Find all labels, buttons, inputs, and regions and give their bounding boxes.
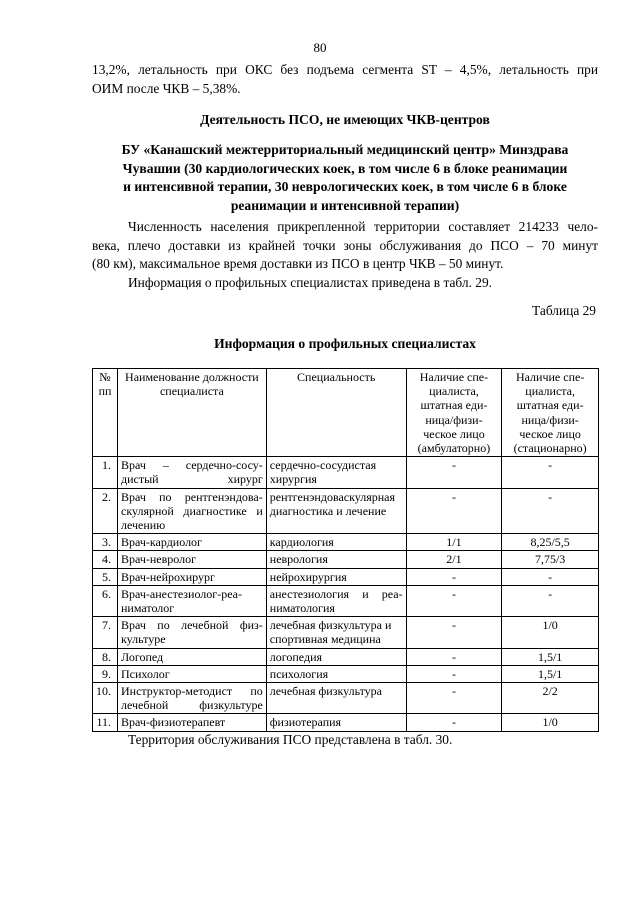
row-num: 6.: [93, 585, 118, 616]
intro-line-1: 13,2%, летальность при ОКС без подъема сегмента ST – 4,5%, летальность при: [92, 62, 598, 77]
row-ambulatory: -: [406, 568, 502, 585]
row-inpatient: -: [502, 457, 599, 488]
org-heading-line-1: БУ «Канашский межтерриториальный медицинский центр» Минздрава: [121, 142, 569, 157]
row-specialty: физиотерапия: [266, 714, 406, 731]
header-num: № пп: [93, 369, 118, 457]
org-heading-line-4: реанимации и интенсивной терапии): [230, 197, 460, 213]
row-num: 10.: [93, 683, 118, 714]
row-inpatient: 1/0: [502, 617, 599, 648]
row-position: Психолог: [118, 665, 267, 682]
table-row: [93, 457, 599, 488]
table-row: [93, 534, 599, 551]
table-row: [93, 585, 599, 616]
org-heading-line-2: Чувашии (30 кардиологических коек, в том числе 6 в блоке реанимации: [122, 160, 568, 176]
row-inpatient: 1,5/1: [502, 648, 599, 665]
row-num: 4.: [93, 551, 118, 568]
row-inpatient: -: [502, 585, 599, 616]
row-inpatient: 1/0: [502, 714, 599, 731]
table-row: [93, 714, 599, 731]
row-specialty: лечебная физкультура и спортивная медицина: [266, 617, 406, 648]
population-line-1: Численность населения прикрепленной территории составляет 214233 чело-: [128, 219, 598, 234]
row-inpatient: -: [502, 488, 599, 534]
population-line-3: (80 км), максимальное время доставки из ПСО в центр ЧКВ – 50 минут.: [92, 256, 504, 272]
row-ambulatory: -: [406, 665, 502, 682]
row-position: Врач-невролог: [118, 551, 267, 568]
table-row: [93, 617, 599, 648]
row-num: 8.: [93, 648, 118, 665]
header-ambulatory: Наличие спе-циалиста, штатная еди-ница/физи-ческое лицо (амбулаторно): [406, 369, 502, 457]
row-ambulatory: -: [406, 683, 502, 714]
table-row: [93, 683, 599, 714]
row-specialty: кардиология: [266, 534, 406, 551]
row-position: Врач-физиотерапевт: [118, 714, 267, 731]
table-row: [93, 488, 599, 534]
header-inpatient: Наличие спе-циалиста, штатная еди-ница/физи-ческое лицо (стационарно): [502, 369, 599, 457]
row-ambulatory: 1/1: [406, 534, 502, 551]
row-position: Логопед: [118, 648, 267, 665]
footer-paragraph: Территория обслуживания ПСО представлена в табл. 30.: [128, 732, 453, 747]
row-ambulatory: -: [406, 714, 502, 731]
row-position: Врач-анестезиолог-реа-ниматолог: [118, 585, 267, 616]
row-num: 5.: [93, 568, 118, 585]
table-row: [93, 665, 599, 682]
org-heading-line-3: и интенсивной терапии, 30 неврологических коек, в том числе 6 в блоке: [123, 179, 567, 195]
row-inpatient: 8,25/5,5: [502, 534, 599, 551]
row-num: 7.: [93, 617, 118, 648]
row-num: 11.: [93, 714, 118, 731]
specialists-table: [92, 368, 599, 732]
section-heading: Деятельность ПСО, не имеющих ЧКВ-центров: [200, 112, 490, 127]
row-ambulatory: -: [406, 585, 502, 616]
row-ambulatory: -: [406, 488, 502, 534]
table-header-row: [93, 369, 599, 457]
page-number: 80: [313, 40, 327, 55]
row-num: 2.: [93, 488, 118, 534]
table-row: [93, 648, 599, 665]
row-ambulatory: -: [406, 617, 502, 648]
row-num: 3.: [93, 534, 118, 551]
row-inpatient: 1,5/1: [502, 665, 599, 682]
table-row: [93, 551, 599, 568]
header-specialty: Специальность: [266, 369, 406, 457]
population-line-2: века, плечо доставки из крайней точки зоны обслуживания до ПСО – 70 минут: [92, 237, 598, 253]
table-label: Таблица 29: [532, 303, 596, 318]
row-position: Врач-нейрохирург: [118, 568, 267, 585]
row-specialty: рентгенэндоваскулярная диагностика и лечение: [266, 488, 406, 534]
row-inpatient: 2/2: [502, 683, 599, 714]
row-position: Врач по лечебной физ-культуре: [118, 617, 267, 648]
row-specialty: неврология: [266, 551, 406, 568]
population-line-4: Информация о профильных специалистах приведена в табл. 29.: [128, 274, 493, 290]
row-position: Инструктор-методист по лечебной физкультуре: [118, 683, 267, 714]
intro-line-2: ОИМ после ЧКВ – 5,38%.: [92, 80, 241, 96]
intro-paragraph: [92, 61, 598, 98]
org-heading: [92, 141, 598, 215]
row-ambulatory: -: [406, 648, 502, 665]
row-num: 1.: [93, 457, 118, 488]
row-inpatient: 7,75/3: [502, 551, 599, 568]
row-ambulatory: 2/1: [406, 551, 502, 568]
row-num: 9.: [93, 665, 118, 682]
row-specialty: сердечно-сосудистая хирургия: [266, 457, 406, 488]
header-position: Наименование должности специалиста: [118, 369, 267, 457]
row-specialty: психология: [266, 665, 406, 682]
table-row: [93, 568, 599, 585]
population-paragraph: [92, 218, 598, 292]
row-position: Врач по рентгенэндова-скулярной диагностике и лечению: [118, 488, 267, 534]
row-specialty: логопедия: [266, 648, 406, 665]
row-specialty: нейрохирургия: [266, 568, 406, 585]
row-inpatient: -: [502, 568, 599, 585]
table-title: Информация о профильных специалистах: [214, 336, 476, 351]
row-ambulatory: -: [406, 457, 502, 488]
row-position: Врач-кардиолог: [118, 534, 267, 551]
row-position: Врач – сердечно-сосу-дистый хирург: [118, 457, 267, 488]
row-specialty: лечебная физкультура: [266, 683, 406, 714]
row-specialty: анестезиология и реа-ниматология: [266, 585, 406, 616]
